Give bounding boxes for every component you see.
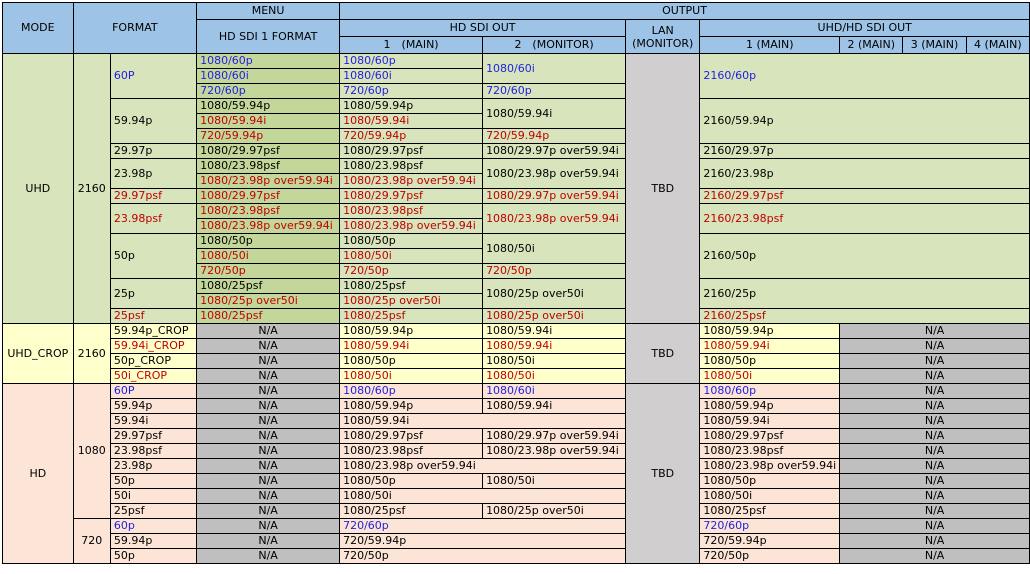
uhd-out-1-cell: 720/50p <box>700 549 840 564</box>
uhd-out-na-cell: N/A <box>840 399 1030 414</box>
hd-out-2-cell: 1080/50i <box>483 474 626 489</box>
uhd-out-cell: 2160/25psf <box>700 309 1030 324</box>
header-uhd-out-2: 2 (MAIN) <box>840 37 903 54</box>
table-row <box>3 519 1030 534</box>
hd-out-2-cell: 1080/60i <box>483 384 626 399</box>
uhd-out-cell: 2160/25p <box>700 279 1030 309</box>
format-cell: 60P <box>110 54 196 99</box>
menu-cell: 1080/25psf <box>197 309 340 324</box>
menu-na-cell: N/A <box>197 489 340 504</box>
hd-out-1-cell: 1080/60p <box>340 384 483 399</box>
menu-cell: 1080/23.98p over59.94i <box>197 174 340 189</box>
table-header <box>3 3 1030 54</box>
hd-out-1-cell: 1080/25psf <box>340 504 483 519</box>
table-row <box>3 444 1030 459</box>
format-cell: 50i <box>110 489 196 504</box>
format-cell: 29.97psf <box>110 429 196 444</box>
hd-out-1-cell: 720/60p <box>340 84 483 99</box>
table-row <box>3 534 1030 549</box>
lan-cell-crop: TBD <box>626 324 700 384</box>
hd-out-1-cell: 720/50p <box>340 549 626 564</box>
table-row <box>3 309 1030 324</box>
hd-out-2-cell: 1080/59.94i <box>483 99 626 129</box>
table-row <box>3 354 1030 369</box>
mode-hd: HD <box>3 384 74 564</box>
hd-out-1-cell: 1080/59.94p <box>340 399 483 414</box>
table-row <box>3 459 1030 474</box>
menu-na-cell: N/A <box>197 369 340 384</box>
hd-out-1-cell: 1080/23.98p over59.94i <box>340 459 626 474</box>
hd-out-1-cell: 1080/23.98psf <box>340 159 483 174</box>
hd-out-1-cell: 1080/59.94p <box>340 99 483 114</box>
uhd-out-1-cell: 1080/60p <box>700 384 840 399</box>
hd-out-1-cell: 1080/23.98psf <box>340 444 483 459</box>
hd-out-2-cell: 1080/29.97p over59.94i <box>483 189 626 204</box>
format-cell: 25p <box>110 279 196 309</box>
hd-out-1-cell: 720/50p <box>340 264 483 279</box>
uhd-out-1-cell: 1080/59.94i <box>700 339 840 354</box>
menu-na-cell: N/A <box>197 504 340 519</box>
hd-out-2-cell: 1080/23.98p over59.94i <box>483 444 626 459</box>
hd-out-2-cell: 1080/23.98p over59.94i <box>483 159 626 189</box>
uhd-out-na-cell: N/A <box>840 519 1030 534</box>
table-row <box>3 159 1030 174</box>
uhd-out-na-cell: N/A <box>840 534 1030 549</box>
uhd-out-na-cell: N/A <box>840 384 1030 399</box>
header-uhd-out-3: 3 (MAIN) <box>903 37 966 54</box>
format-cell: 59.94p <box>110 99 196 144</box>
hd-out-2-cell: 1080/50i <box>483 234 626 264</box>
menu-na-cell: N/A <box>197 459 340 474</box>
res-hd: 720 <box>73 519 110 564</box>
hd-out-1-cell: 1080/23.98p over59.94i <box>340 219 483 234</box>
hd-out-1-cell: 1080/25psf <box>340 279 483 294</box>
hd-out-2-cell: 720/59.94p <box>483 129 626 144</box>
format-cell: 50p <box>110 549 196 564</box>
menu-cell: 1080/50p <box>197 234 340 249</box>
menu-na-cell: N/A <box>197 534 340 549</box>
hd-out-2-cell: 1080/50i <box>483 369 626 384</box>
hd-out-1-cell: 1080/60i <box>340 69 483 84</box>
uhd-out-1-cell: 1080/23.98p over59.94i <box>700 459 840 474</box>
table-row <box>3 429 1030 444</box>
uhd-out-1-cell: 720/59.94p <box>700 534 840 549</box>
format-output-table <box>2 2 1030 564</box>
menu-na-cell: N/A <box>197 519 340 534</box>
uhd-out-cell: 2160/29.97psf <box>700 189 1030 204</box>
uhd-out-cell: 2160/60p <box>700 54 1030 99</box>
table-row <box>3 204 1030 219</box>
res-uhd-crop: 2160 <box>73 324 110 384</box>
header-format: FORMAT <box>73 3 196 54</box>
format-cell: 59.94i <box>110 414 196 429</box>
uhd-out-1-cell: 1080/50i <box>700 489 840 504</box>
uhd-out-1-cell: 1080/59.94p <box>700 399 840 414</box>
header-uhd-out-4: 4 (MAIN) <box>966 37 1029 54</box>
hd-out-2-cell: 1080/60i <box>483 54 626 84</box>
menu-na-cell: N/A <box>197 354 340 369</box>
uhd-out-na-cell: N/A <box>840 489 1030 504</box>
table-row <box>3 189 1030 204</box>
format-cell: 59.94p <box>110 399 196 414</box>
table-row <box>3 474 1030 489</box>
hd-out-1-cell: 1080/59.94i <box>340 414 626 429</box>
format-cell: 25psf <box>110 504 196 519</box>
hd-out-1-cell: 1080/59.94i <box>340 339 483 354</box>
hd-out-1-cell: 1080/59.94p <box>340 324 483 339</box>
hd-out-1-cell: 1080/29.97psf <box>340 189 483 204</box>
uhd-out-na-cell: N/A <box>840 339 1030 354</box>
table-body <box>3 54 1030 564</box>
hd-out-1-cell: 1080/50i <box>340 489 626 504</box>
hd-out-1-cell: 1080/23.98p over59.94i <box>340 174 483 189</box>
hd-out-1-cell: 1080/50p <box>340 234 483 249</box>
table-row <box>3 99 1030 114</box>
menu-na-cell: N/A <box>197 384 340 399</box>
format-cell: 29.97p <box>110 144 196 159</box>
format-cell: 59.94i_CROP <box>110 339 196 354</box>
menu-cell: 1080/60p <box>197 54 340 69</box>
format-cell: 23.98psf <box>110 204 196 234</box>
hd-out-2-cell: 1080/23.98p over59.94i <box>483 204 626 234</box>
lan-cell-uhd: TBD <box>626 54 700 324</box>
hd-out-2-cell: 1080/59.94i <box>483 399 626 414</box>
hd-out-2-cell: 1080/29.97p over59.94i <box>483 429 626 444</box>
uhd-out-na-cell: N/A <box>840 504 1030 519</box>
hd-out-1-cell: 1080/23.98psf <box>340 204 483 219</box>
menu-cell: 1080/29.97psf <box>197 144 340 159</box>
format-cell: 59.94p <box>110 534 196 549</box>
uhd-out-cell: 2160/23.98p <box>700 159 1030 189</box>
hd-out-2-cell: 1080/25p over50i <box>483 279 626 309</box>
format-cell: 29.97psf <box>110 189 196 204</box>
hd-out-1-cell: 720/60p <box>340 519 626 534</box>
hd-out-2-cell: 1080/25p over50i <box>483 309 626 324</box>
header-hd-out-1: 1 (MAIN) <box>340 37 483 54</box>
uhd-out-cell: 2160/59.94p <box>700 99 1030 144</box>
table-row <box>3 339 1030 354</box>
menu-cell: 720/50p <box>197 264 340 279</box>
table-row <box>3 489 1030 504</box>
format-cell: 50i_CROP <box>110 369 196 384</box>
hd-out-1-cell: 1080/50i <box>340 249 483 264</box>
hd-out-1-cell: 1080/29.97psf <box>340 144 483 159</box>
uhd-out-1-cell: 720/60p <box>700 519 840 534</box>
uhd-out-1-cell: 1080/50p <box>700 474 840 489</box>
hd-out-1-cell: 1080/60p <box>340 54 483 69</box>
mode-uhd-crop: UHD_CROP <box>3 324 74 384</box>
format-cell: 59.94p_CROP <box>110 324 196 339</box>
header-menu-sub: HD SDI 1 FORMAT <box>197 20 340 54</box>
hd-out-1-cell: 720/59.94p <box>340 129 483 144</box>
uhd-out-1-cell: 1080/59.94p <box>700 324 840 339</box>
table-row <box>3 369 1030 384</box>
header-output: OUTPUT <box>340 3 1030 20</box>
uhd-out-na-cell: N/A <box>840 444 1030 459</box>
uhd-out-1-cell: 1080/23.98psf <box>700 444 840 459</box>
uhd-out-na-cell: N/A <box>840 324 1030 339</box>
menu-na-cell: N/A <box>197 339 340 354</box>
res-hd: 1080 <box>73 384 110 519</box>
table-row <box>3 399 1030 414</box>
menu-cell: 1080/60i <box>197 69 340 84</box>
mode-uhd: UHD <box>3 54 74 324</box>
hd-out-2-cell: 1080/59.94i <box>483 324 626 339</box>
menu-cell: 1080/25p over50i <box>197 294 340 309</box>
uhd-out-1-cell: 1080/29.97psf <box>700 429 840 444</box>
format-cell: 50p <box>110 474 196 489</box>
hd-out-1-cell: 1080/25psf <box>340 309 483 324</box>
format-cell: 50p <box>110 234 196 279</box>
uhd-out-na-cell: N/A <box>840 354 1030 369</box>
header-lan: LAN (MONITOR) <box>626 20 700 54</box>
menu-cell: 1080/59.94i <box>197 114 340 129</box>
table-row <box>3 279 1030 294</box>
uhd-out-1-cell: 1080/50i <box>700 369 840 384</box>
lan-cell-hd: TBD <box>626 384 700 564</box>
uhd-out-na-cell: N/A <box>840 429 1030 444</box>
uhd-out-na-cell: N/A <box>840 414 1030 429</box>
hd-out-1-cell: 1080/25p over50i <box>340 294 483 309</box>
uhd-out-cell: 2160/23.98psf <box>700 204 1030 234</box>
uhd-out-1-cell: 1080/50p <box>700 354 840 369</box>
menu-cell: 1080/23.98psf <box>197 159 340 174</box>
menu-cell: 1080/23.98psf <box>197 204 340 219</box>
menu-na-cell: N/A <box>197 429 340 444</box>
table-row <box>3 384 1030 399</box>
header-uhd-out-1: 1 (MAIN) <box>700 37 840 54</box>
hd-out-2-cell: 720/60p <box>483 84 626 99</box>
uhd-out-na-cell: N/A <box>840 459 1030 474</box>
uhd-out-1-cell: 1080/59.94i <box>700 414 840 429</box>
hd-out-2-cell: 1080/59.94i <box>483 339 626 354</box>
header-menu: MENU <box>197 3 340 20</box>
hd-out-2-cell: 1080/50i <box>483 354 626 369</box>
hd-out-1-cell: 1080/29.97psf <box>340 429 483 444</box>
menu-cell: 1080/59.94p <box>197 99 340 114</box>
menu-cell: 1080/29.97psf <box>197 189 340 204</box>
header-hd-out-2: 2 (MONITOR) <box>483 37 626 54</box>
hd-out-1-cell: 1080/50p <box>340 354 483 369</box>
format-cell: 23.98p <box>110 459 196 474</box>
menu-cell: 1080/23.98p over59.94i <box>197 219 340 234</box>
format-cell: 23.98psf <box>110 444 196 459</box>
format-cell: 23.98p <box>110 159 196 189</box>
menu-cell: 1080/25psf <box>197 279 340 294</box>
menu-na-cell: N/A <box>197 414 340 429</box>
menu-cell: 720/59.94p <box>197 129 340 144</box>
hd-out-1-cell: 1080/50p <box>340 474 483 489</box>
res-uhd: 2160 <box>73 54 110 324</box>
table-row <box>3 144 1030 159</box>
uhd-out-na-cell: N/A <box>840 549 1030 564</box>
table-row <box>3 234 1030 249</box>
hd-out-1-cell: 1080/50i <box>340 369 483 384</box>
menu-na-cell: N/A <box>197 444 340 459</box>
uhd-out-1-cell: 1080/25psf <box>700 504 840 519</box>
format-cell: 25psf <box>110 309 196 324</box>
menu-cell: 720/60p <box>197 84 340 99</box>
table-row <box>3 504 1030 519</box>
header-uhd-sdi-out: UHD/HD SDI OUT <box>700 20 1030 37</box>
uhd-out-cell: 2160/50p <box>700 234 1030 279</box>
menu-cell: 1080/50i <box>197 249 340 264</box>
table-row <box>3 549 1030 564</box>
hd-out-2-cell: 1080/25p over50i <box>483 504 626 519</box>
table-row <box>3 414 1030 429</box>
menu-na-cell: N/A <box>197 474 340 489</box>
hd-out-1-cell: 720/59.94p <box>340 534 626 549</box>
header-mode: MODE <box>3 3 74 54</box>
table-row <box>3 54 1030 69</box>
format-cell: 60P <box>110 384 196 399</box>
hd-out-2-cell: 720/50p <box>483 264 626 279</box>
menu-na-cell: N/A <box>197 549 340 564</box>
uhd-out-cell: 2160/29.97p <box>700 144 1030 159</box>
format-cell: 50p_CROP <box>110 354 196 369</box>
menu-na-cell: N/A <box>197 324 340 339</box>
uhd-out-na-cell: N/A <box>840 474 1030 489</box>
menu-na-cell: N/A <box>197 399 340 414</box>
uhd-out-na-cell: N/A <box>840 369 1030 384</box>
header-hd-sdi-out: HD SDI OUT <box>340 20 626 37</box>
table-row <box>3 324 1030 339</box>
hd-out-1-cell: 1080/59.94i <box>340 114 483 129</box>
hd-out-2-cell: 1080/29.97p over59.94i <box>483 144 626 159</box>
format-cell: 60p <box>110 519 196 534</box>
